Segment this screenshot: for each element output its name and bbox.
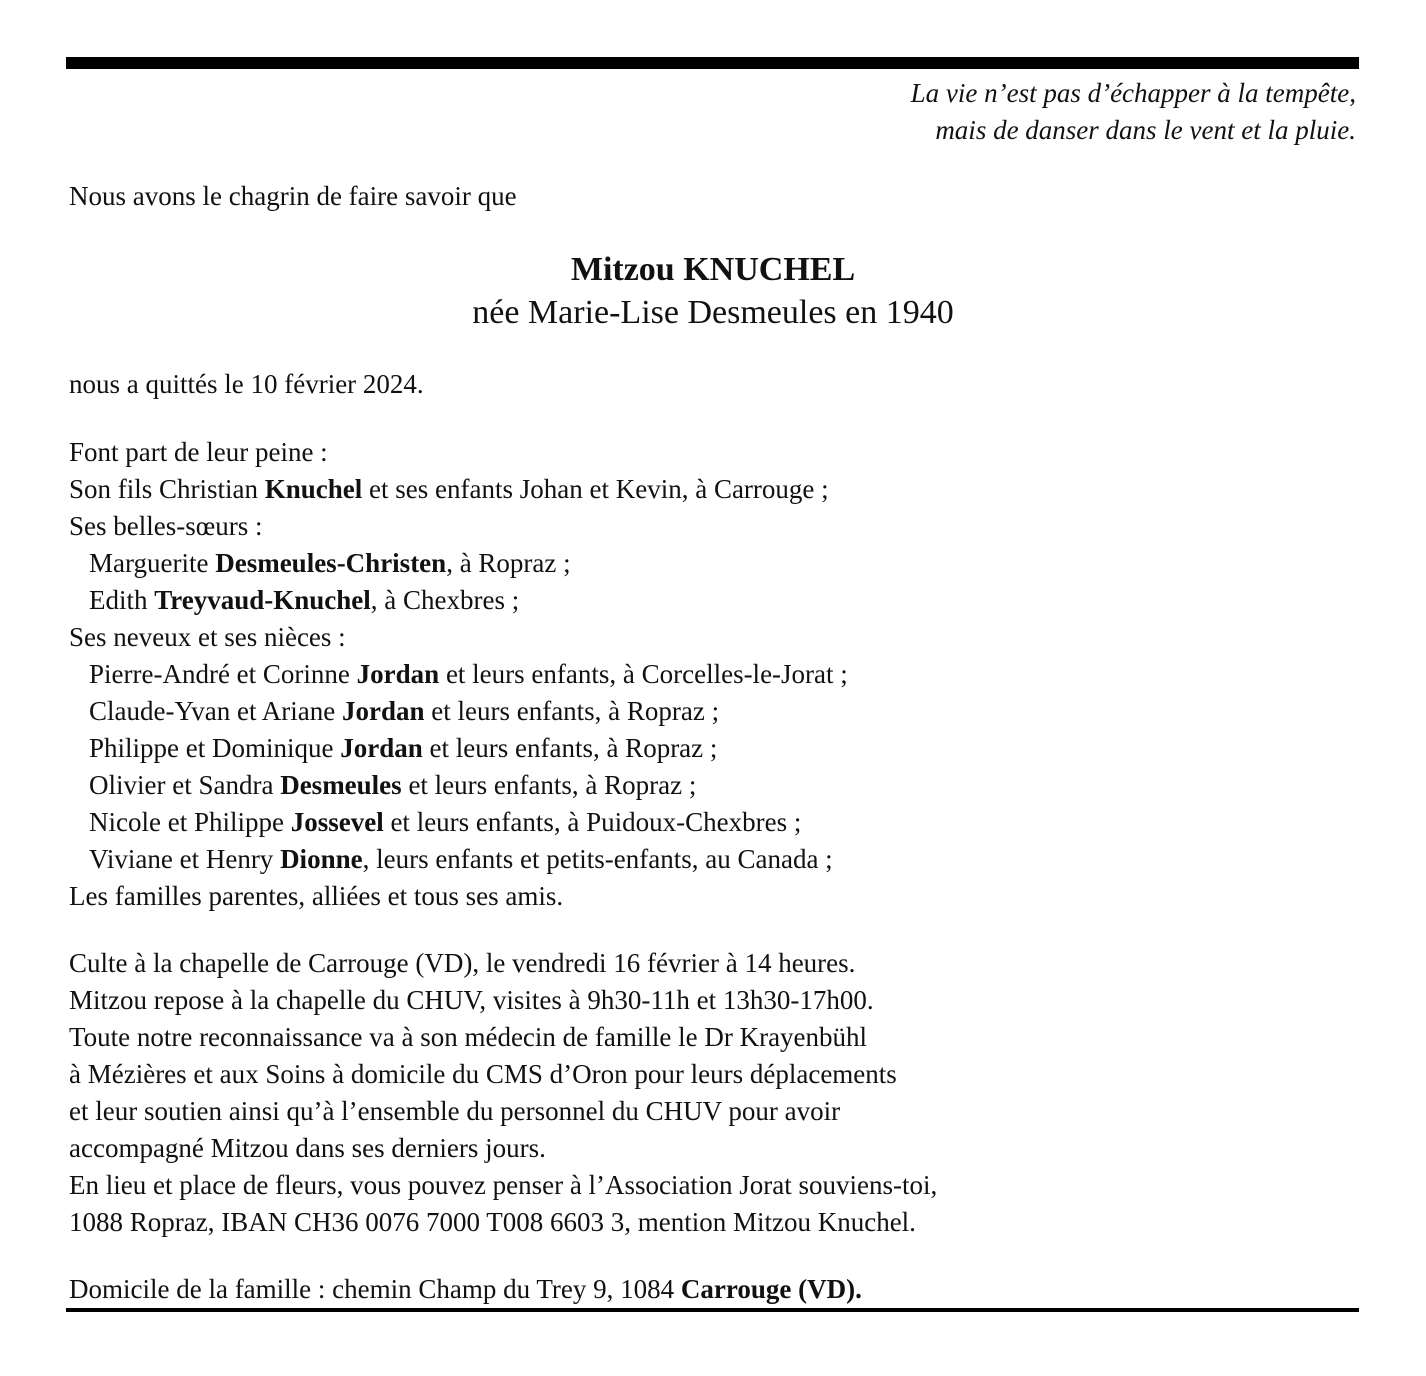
service-line: à Mézières et aux Soins à domicile du CMS d’Oron pour leurs déplacements [69,1059,897,1089]
mourner-nephew [69,767,848,804]
mourner-surname: Jordan [340,733,423,763]
mourner-pre: Marguerite [89,548,216,578]
mourner-pre: Philippe et Dominique [89,733,341,763]
domicile-address: Domicile de la famille : chemin Champ du Trey 9, 1084 [69,1274,681,1304]
top-rule [66,57,1359,69]
mourner-surname: Dionne [280,844,363,874]
service-details [69,945,937,1241]
service-line: 1088 Ropraz, IBAN CH36 0076 7000 T008 6603 3, mention Mitzou Knuchel. [69,1207,916,1237]
mourner-pre: Olivier et Sandra [89,770,281,800]
mourner-post: et leurs enfants, à Ropraz ; [401,770,697,800]
domicile-line [69,1271,862,1308]
mourner-post: , leurs enfants et petits-enfants, au Canada ; [362,844,833,874]
mourner-surname: Desmeules [280,770,402,800]
mourner-post: et leurs enfants, à Ropraz ; [424,696,720,726]
service-line: Toute notre reconnaissance va à son médecin de famille le Dr Krayenbühl [69,1022,868,1052]
mourner-post: , à Chexbres ; [370,585,520,615]
mourner-surname: Treyvaud-Knuchel [154,585,371,615]
mourner-nephew [69,656,848,693]
intro-text [69,178,517,215]
intro-line: Nous avons le chagrin de faire savoir que [69,181,517,211]
quote-line-1: La vie n’est pas d’échapper à la tempête, [910,78,1356,108]
mourner-pre: Son fils Christian [69,474,265,504]
mourners-closing: Les familles parentes, alliées et tous ses amis. [69,881,564,911]
death-line: nous a quittés le 10 février 2024. [69,369,424,399]
mourner-pre: Pierre-André et Corinne [89,659,357,689]
mourner-post: , à Ropraz ; [446,548,571,578]
family-domicile [69,1271,862,1308]
mourner-nephew [69,804,848,841]
bottom-rule [66,1308,1359,1312]
deceased-birth: née Marie-Lise Desmeules en 1940 [472,294,954,331]
mourner-surname: Desmeules-Christen [215,548,447,578]
mourner-post: et leurs enfants, à Puidoux-Chexbres ; [383,807,802,837]
service-line: En lieu et place de fleurs, vous pouvez penser à l’Association Jorat souviens-toi, [69,1170,938,1200]
mourner-surname: Jordan [356,659,440,689]
mourner-surname: Knuchel [264,474,363,504]
mourner-pre: Nicole et Philippe [89,807,291,837]
mourner-post: et leurs enfants, à Ropraz ; [422,733,718,763]
mourner-sister [69,545,848,582]
quote-line-2: mais de danser dans le vent et la pluie. [935,115,1356,145]
mourner-post: et ses enfants Johan et Kevin, à Carrouge ; [362,474,829,504]
mourner-nephew [69,730,848,767]
mourners-list [69,434,848,915]
mourner-nephew [69,693,848,730]
mourners-heading: Font part de leur peine : [69,437,328,467]
mourner-pre: Claude-Yvan et Ariane [89,696,342,726]
deceased-name: Mitzou KNUCHEL [570,251,856,288]
mourner-surname: Jossevel [290,807,384,837]
service-line: Culte à la chapelle de Carrouge (VD), le vendredi 16 février à 14 heures. [69,948,856,978]
death-text [69,366,424,403]
sisters-heading: Ses belles-sœurs : [69,511,263,541]
nephews-heading: Ses neveux et ses nièces : [69,622,346,652]
epigraph-quote [911,75,1356,149]
mourner-surname: Jordan [341,696,425,726]
mourner-son [69,471,848,508]
mourner-post: et leurs enfants, à Corcelles-le-Jorat ; [439,659,848,689]
mourner-pre: Viviane et Henry [89,844,281,874]
mourner-sister [69,582,848,619]
mourner-pre: Edith [89,585,155,615]
domicile-town: Carrouge (VD). [680,1274,862,1304]
service-line: accompagné Mitzou dans ses derniers jours. [69,1133,546,1163]
service-line: Mitzou repose à la chapelle du CHUV, visites à 9h30-11h et 13h30-17h00. [69,985,874,1015]
mourner-nephew [69,841,848,878]
service-line: et leur soutien ainsi qu’à l’ensemble du personnel du CHUV pour avoir [69,1096,841,1126]
